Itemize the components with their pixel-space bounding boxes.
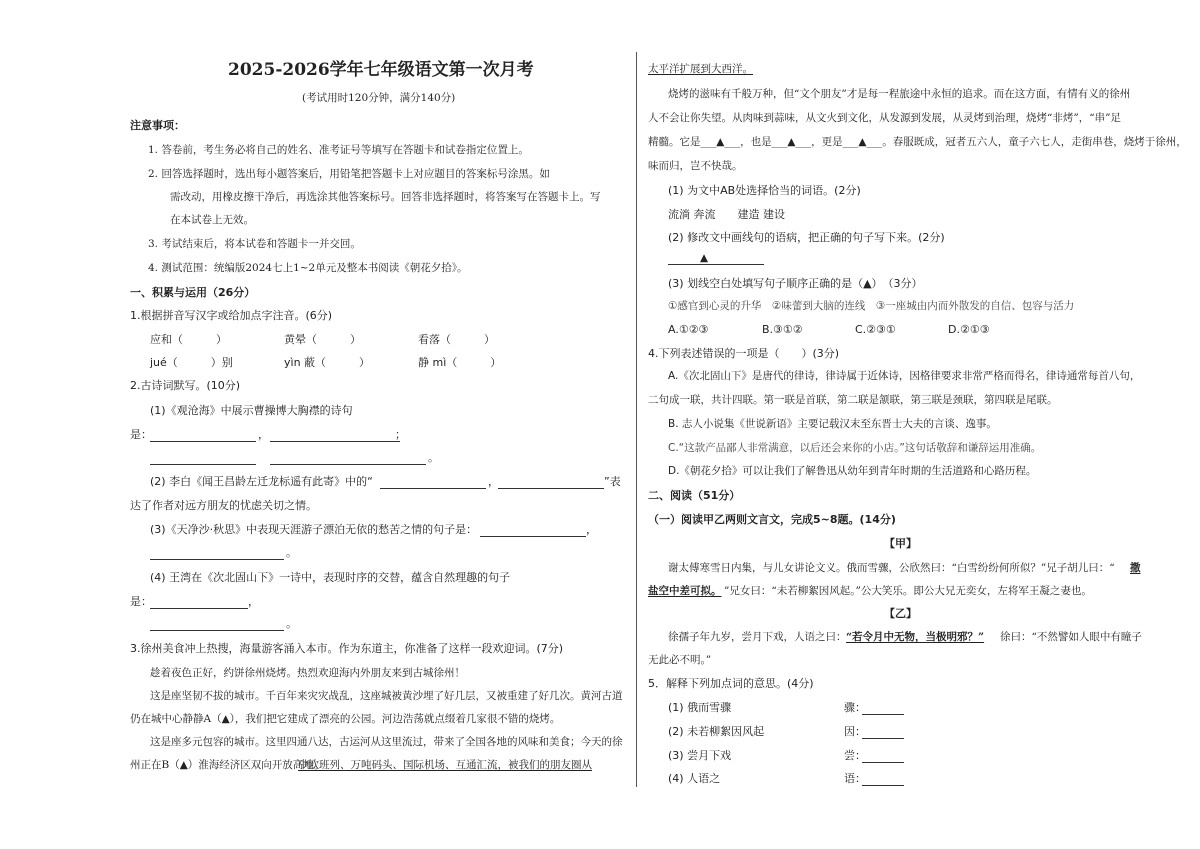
choice-b[interactable]: B.③①②	[762, 323, 803, 336]
q3-1: (1) 为文中AB处选择恰当的词语。(2分)	[668, 184, 861, 197]
choice-c[interactable]: C.②③①	[855, 323, 896, 336]
q3-2: (2) 修改文中画线句的语病，把正确的句子写下来。(2分)	[668, 231, 945, 244]
q3-prompt: 3.徐州美食冲上热搜，海量游客涌入本市。作为东道主，你准备了这样一段欢迎词。(7分)	[130, 642, 564, 655]
underlined-sentence: 盐空中差可拟。	[648, 585, 722, 597]
q2-prompt: 2.古诗词默写。(10分)	[130, 379, 241, 392]
q1-item: 黄晕（ ）	[284, 333, 361, 346]
passage-yi: 无此必不明。”	[648, 654, 712, 666]
q1-item: jué（ ）别	[150, 356, 233, 369]
part1-heading: 一、积累与运用（26分）	[130, 286, 256, 299]
passage-yi: 徐孺子年九岁，尝月下戏，人语之曰：	[668, 631, 847, 643]
q3-1-options: 流淌 奔流 建造 建设	[668, 208, 785, 221]
notice-2a: 2. 回答选择题时，选出每小题答案后，用铅笔把答题卡上对应题目的答案标号涂黑。如	[148, 168, 550, 180]
q3-passage: 精髓。它是___▲___，也是___▲___，更是___▲___。春服既成，冠者五六人，童子六七人，走街串巷，烧烤于徐州，	[648, 136, 1187, 148]
q2-1-label: 是：	[130, 428, 152, 441]
notice-1: 1. 答卷前，考生务必将自己的姓名、准考证号等填写在答题卡和试卷指定位置上。	[148, 144, 529, 156]
page-title: 2025-2026学年七年级语文第一次月考	[228, 60, 534, 80]
q2-1: (1)《观沧海》中展示曹操博大胸襟的诗句	[150, 404, 353, 417]
q4-option-d: D.《朝花夕拾》可以让我们了解鲁迅从幼年到青年时期的生活道路和心路历程。	[668, 465, 1037, 477]
notice-2c: 在本试卷上无效。	[170, 214, 254, 226]
q3-passage: 趁着夜色正好，约饼徐州烧烤。热烈欢迎海内外朋友来到古城徐州！	[150, 667, 465, 679]
q4-option-a-cont: 二句成一联，共计四联。第一联是首联，第二联是颔联，第三联是颈联，第四联是尾联。	[648, 394, 1058, 406]
answer-blank[interactable]	[150, 464, 256, 465]
q1-item: 静 mì（ ）	[418, 356, 502, 369]
q5-item: (3) 尝月下戏	[668, 749, 732, 762]
exam-info: (考试用时120分钟，满分140分)	[302, 92, 456, 104]
answer-blank[interactable]	[270, 441, 400, 442]
answer-blank[interactable]	[150, 630, 284, 631]
q1-item: 看落（ ）	[418, 333, 495, 346]
part2-heading: 二、阅读（51分）	[648, 489, 741, 502]
notice-heading: 注意事项：	[130, 119, 185, 132]
punct: ，	[258, 428, 269, 441]
q2-4-label: 是：	[130, 595, 152, 608]
passage-jia: 谢太傅寒雪日内集，与儿女讲论文义。俄而雪骤，公欣然曰：“白雪纷纷何所似？”兄子胡儿曰：“	[668, 562, 1115, 574]
underlined-sentence: “若令月中无物，当极明邪？”	[846, 631, 985, 643]
q5-key: 语：	[844, 772, 866, 785]
q2-4: (4) 王湾在《次北固山下》一诗中，表现时序的交替，蕴含自然理趣的句子	[150, 571, 511, 584]
q4-option-b: B. 志人小说集《世说新语》主要记载汉末至东晋士大夫的言谈、逸事。	[668, 418, 997, 430]
q3-3-options: ①感官到心灵的升华 ②味蕾到大脑的连线 ③一座城由内而外散发的自信、包容与活力	[668, 300, 1075, 312]
answer-blank[interactable]	[150, 559, 284, 560]
q3-passage: 人不会让你失望。从肉味到蒜味，从文火到文化，从发源到发展，从灵烤到治理，烧烤“非烤”，“串”足	[648, 112, 1121, 124]
punct: ，	[586, 523, 597, 536]
punct: ，	[488, 475, 499, 488]
q3-passage: 这是座多元包容的城市。这里四通八达，古运河从这里流过，带来了全国各地的风味和美食；今天的徐	[150, 736, 623, 748]
punct: 。	[428, 451, 439, 464]
answer-blank[interactable]	[862, 714, 904, 715]
punct: 。	[286, 617, 297, 630]
notice-3: 3. 考试结束后，将本试卷和答题卡一并交回。	[148, 238, 361, 250]
answer-blank[interactable]	[862, 785, 904, 786]
q5-prompt: 5．解释下列加点词的意思。(4分)	[648, 677, 814, 690]
punct: 。	[286, 546, 297, 559]
q4-prompt: 4.下列表述错误的一项是（ ）(3分)	[648, 347, 840, 360]
q3-3: (3) 划线空白处填写句子顺序正确的是（▲） （3分）	[668, 277, 923, 290]
answer-blank[interactable]	[480, 536, 586, 537]
q3-passage: 烧烤的滋味有千般万种，但“文个朋友”才是每一程旅途中永恒的追求。而在这方面，有情有义的徐州	[668, 88, 1131, 100]
q5-key: 尝：	[844, 749, 866, 762]
column-divider	[636, 52, 637, 787]
answer-marker: ▲	[700, 252, 709, 264]
q5-item: (1) 俄而雪骤	[668, 701, 732, 714]
answer-blank[interactable]	[862, 738, 904, 739]
q3-passage: 这是座坚韧不拔的城市。千百年来灾灾战乱，这座城被黄沙埋了好几层，又被重建了好几次。黄河古道	[150, 690, 623, 702]
q2-2-tail: ”表	[604, 475, 621, 488]
answer-blank[interactable]	[862, 762, 904, 763]
passage-jia-heading: 【甲】	[884, 537, 917, 550]
underlined-sentence: 太平洋扩展到大西洋。	[648, 63, 753, 75]
q4-option-a: A.《次北固山下》是唐代的律诗，律诗属于近体诗，因格律要求非常严格而得名，律诗通常每首八句，	[668, 370, 1141, 382]
passage-jia: ”兄女曰：“未若柳絮因风起。”公大笑乐。即公大兄无奕女，左将军王凝之妻也。	[724, 585, 1092, 597]
q5-key: 骤：	[844, 701, 866, 714]
choice-a[interactable]: A.①②③	[668, 323, 709, 336]
q1-prompt: 1.根据拼音写汉字或给加点字注音。(6分)	[130, 309, 333, 322]
answer-blank[interactable]	[150, 441, 256, 442]
q2-3: (3)《天净沙·秋思》中表现天涯游子漂泊无依的愁苦之情的句子是：	[150, 523, 478, 536]
notice-4: 4. 测试范围：统编版2024七上1~2单元及整本书阅读《朝花夕拾》。	[148, 262, 468, 274]
q4-option-c: C.“这款产品鄙人非常满意，以后还会来你的小店。”这句话敬辞和谦辞运用准确。	[668, 442, 1042, 454]
answer-blank[interactable]	[668, 264, 764, 265]
choice-d[interactable]: D.②①③	[948, 323, 990, 336]
punct: ；	[395, 428, 406, 441]
passage-yi-heading: 【乙】	[884, 607, 917, 620]
q5-item: (4) 人语之	[668, 772, 721, 785]
q3-passage: 州正在B（▲）淮海经济区双向开放高地。	[130, 759, 325, 771]
answer-blank[interactable]	[270, 464, 426, 465]
q1-item: 应和（ ）	[150, 333, 227, 346]
answer-blank[interactable]	[380, 488, 486, 489]
q3-passage: 味而归，岂不快哉。	[648, 160, 743, 172]
q5-key: 因：	[844, 725, 866, 738]
q2-2: (2) 李白《闻王昌龄左迁龙标遥有此寄》中的“	[150, 475, 373, 488]
section-heading: （一）阅读甲乙两则文言文，完成5~8题。(14分)	[648, 513, 896, 526]
q2-2-cont: 达了作者对远方朋友的忧虑关切之情。	[130, 499, 317, 512]
punct: ，	[248, 595, 259, 608]
q3-passage: 仍在城中心静静A（▲），我们把它建成了漂亮的公园。河边浩荡就点缀着几家很不错的烧烤。	[130, 713, 561, 725]
notice-2b: 需改动，用橡皮擦干净后，再选涂其他答案标号。回答非选择题时，将答案写在答题卡上。写	[170, 191, 601, 203]
q1-item: yìn 蔽（ ）	[284, 356, 371, 369]
q5-item: (2) 未若柳絮因风起	[668, 725, 765, 738]
underlined-sentence: 撒	[1130, 562, 1141, 574]
underlined-sentence: 中欧班列、万吨码头、国际机场、互通汇流，被我们的朋友圈从	[298, 759, 592, 771]
passage-yi: 徐曰：“不然譬如人眼中有瞳子	[1000, 631, 1142, 643]
answer-blank[interactable]	[498, 488, 604, 489]
answer-blank[interactable]	[150, 608, 248, 609]
